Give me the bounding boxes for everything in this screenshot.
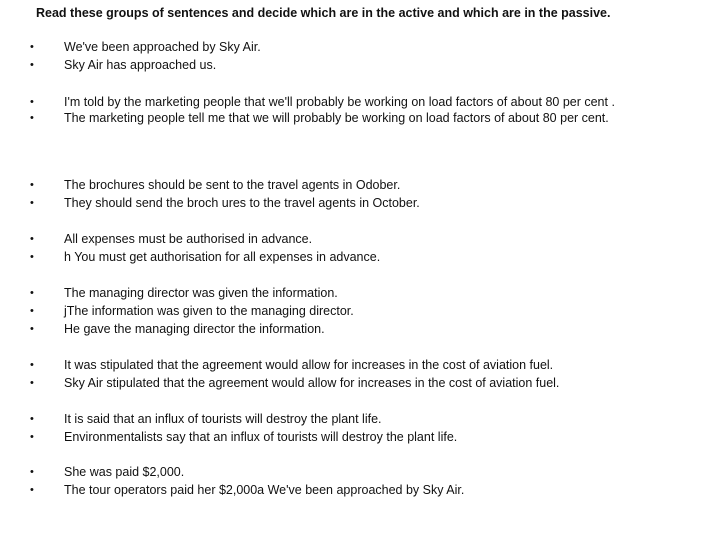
bullet-icon: • [30,197,34,209]
bullet-icon: • [30,413,34,425]
sentence-text: The marketing people tell me that we will probably be working on load factors of about 80 per cent. [64,111,609,125]
bullet-icon: • [30,96,34,108]
bullet-icon: • [30,305,34,317]
bullet-icon: • [30,233,34,245]
bullet-icon: • [30,59,34,71]
bullet-icon: • [30,251,34,263]
sentence-text: He gave the managing director the information. [64,322,325,336]
sentence-group-6 [30,357,690,391]
bullet-icon: • [30,41,34,53]
sentence-line [30,249,690,265]
sentence-line [30,429,690,445]
sentence-line [30,357,690,373]
sentence-text: All expenses must be authorised in advance. [64,232,313,246]
sentence-text: She was paid $2,000. [64,465,185,479]
sentence-line [30,39,690,55]
bullet-icon: • [30,466,34,478]
bullet-icon: • [30,179,34,191]
sentence-text: The managing director was given the information. [64,286,338,300]
bullet-icon: • [30,377,34,389]
sentence-text: The brochures should be sent to the travel agents in Odober. [64,178,401,192]
page-heading: Read these groups of sentences and decide which are in the active and which are in the passive. [36,6,611,20]
bullet-icon: • [30,484,34,496]
sentence-line [30,231,690,247]
sentence-text: They should send the broch ures to the travel agents in October. [64,196,420,210]
bullet-icon: • [30,287,34,299]
sentence-line [30,177,690,193]
sentence-group-1 [30,39,690,73]
sentence-text: I'm told by the marketing people that we'll probably be working on load factors of about 80 per cent . [64,95,615,109]
sentence-text: h You must get authorisation for all expenses in advance. [64,250,381,264]
sentence-group-5 [30,285,690,337]
sentence-text: Environmentalists say that an influx of tourists will destroy the plant life. [64,430,458,444]
sentence-line [30,464,690,480]
sentence-group-8 [30,464,690,498]
sentence-line [30,411,690,427]
sentence-text: We've been approached by Sky Air. [64,40,261,54]
sentence-group-2 [30,94,690,126]
bullet-icon: • [30,323,34,335]
sentence-group-4 [30,231,690,265]
sentence-line [30,285,690,301]
bullet-icon: • [30,359,34,371]
sentence-line [30,195,690,211]
sentence-text: The tour operators paid her $2,000a We've been approached by Sky Air. [64,483,465,497]
bullet-icon: • [30,431,34,443]
sentence-line [30,321,690,337]
sentence-group-3 [30,177,690,211]
sentence-text: It was stipulated that the agreement would allow for increases in the cost of aviation fuel. [64,358,554,372]
sentence-line [30,375,690,391]
sentence-line [30,110,690,126]
bullet-icon: • [30,112,34,124]
sentence-line [30,303,690,319]
sentence-group-7 [30,411,690,445]
sentence-line [30,94,690,110]
sentence-line [30,482,690,498]
sentence-text: Sky Air has approached us. [64,58,217,72]
sentence-text: jThe information was given to the managing director. [64,304,354,318]
sentence-text: It is said that an influx of tourists will destroy the plant life. [64,412,382,426]
sentence-text: Sky Air stipulated that the agreement would allow for increases in the cost of aviation fuel. [64,376,560,390]
sentence-line [30,57,690,73]
